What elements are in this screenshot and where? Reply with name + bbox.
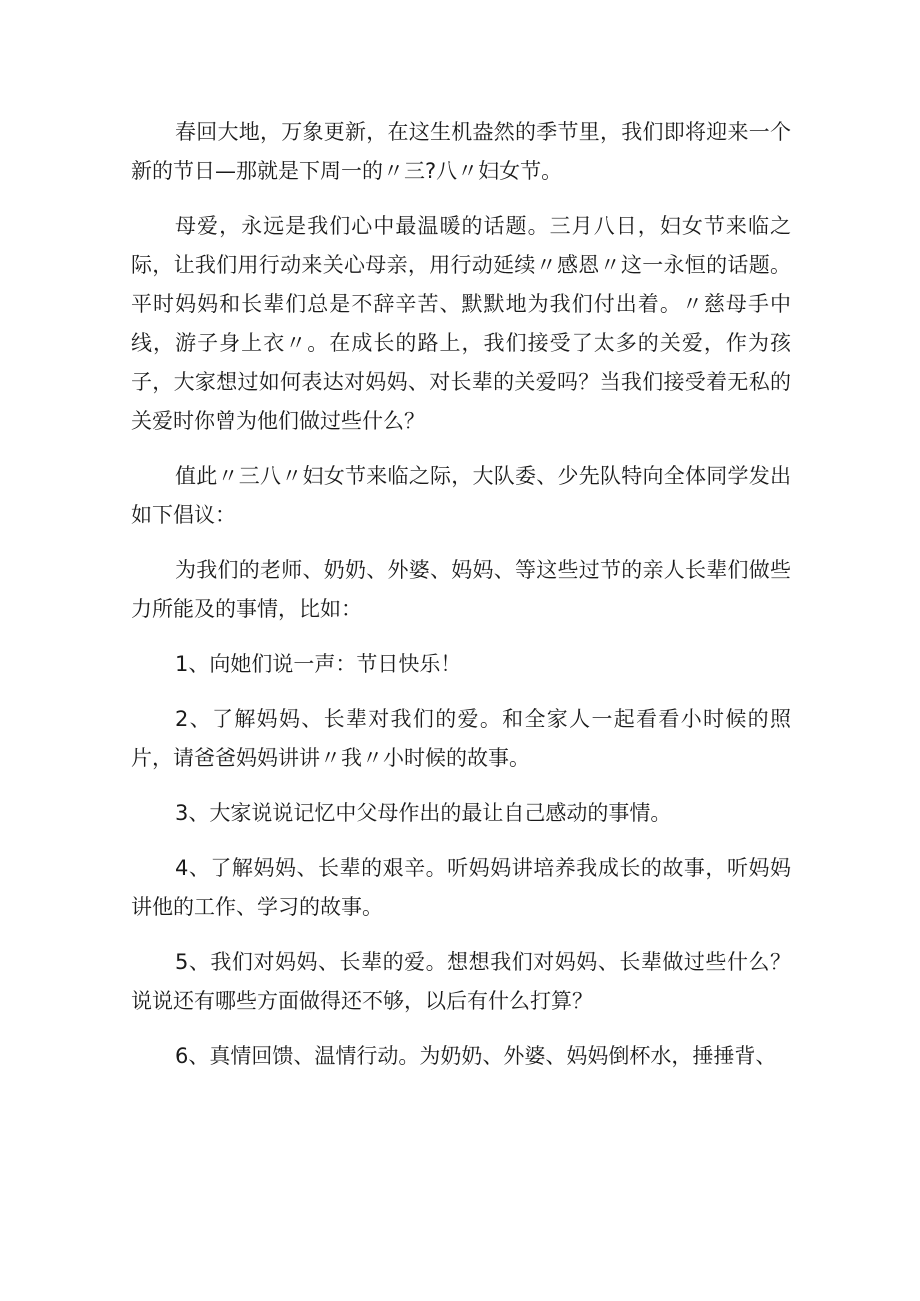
paragraph-do-things: 为我们的老师、奶奶、外婆、妈妈、等这些过节的亲人长辈们做些力所能及的事情，比如：	[131, 558, 791, 621]
list-item-2: 2、了解妈妈、长辈对我们的爱。和全家人一起看看小时候的照片，请爸爸妈妈讲讲〃我〃小时候的故事。	[131, 707, 791, 770]
paragraph-mother-love: 母爱，永远是我们心中最温暖的话题。三月八日，妇女节来临之际，让我们用行动来关心母亲，用行动延续〃感恩〃这一永恒的话题。平时妈妈和长辈们总是不辞辛苦、默默地为我们付出着。〃慈母手中线，游子身上衣〃。在成长的路上，我们接受了太多的关爱，作为孩子，大家想过如何表达对妈妈、对长辈的关爱吗？当我们接受着无私的关爱时你曾为他们做过些什么？	[131, 214, 791, 433]
document-body	[131, 113, 791, 1092]
list-item-1: 1、向她们说一声：节日快乐！	[175, 652, 462, 676]
list-item-5: 5、我们对妈妈、长辈的爱。想想我们对妈妈、长辈做过些什么？说说还有哪些方面做得还不够，以后有什么打算？	[131, 950, 791, 1013]
list-item-6: 6、真情回馈、温情行动。为奶奶、外婆、妈妈倒杯水，捶捶背、	[175, 1044, 777, 1068]
list-item-4: 4、了解妈妈、长辈的艰辛。听妈妈讲培养我成长的故事，听妈妈讲他的工作、学习的故事。	[131, 856, 791, 919]
paragraph-intro: 春回大地，万象更新，在这生机盎然的季节里，我们即将迎来一个新的节日—那就是下周一的〃三?八〃妇女节。	[131, 120, 791, 183]
paragraph-initiative: 值此〃三八〃妇女节来临之际，大队委、少先队特向全体同学发出如下倡议：	[131, 464, 791, 527]
list-item-3: 3、大家说说记忆中父母作出的最让自己感动的事情。	[175, 801, 672, 825]
